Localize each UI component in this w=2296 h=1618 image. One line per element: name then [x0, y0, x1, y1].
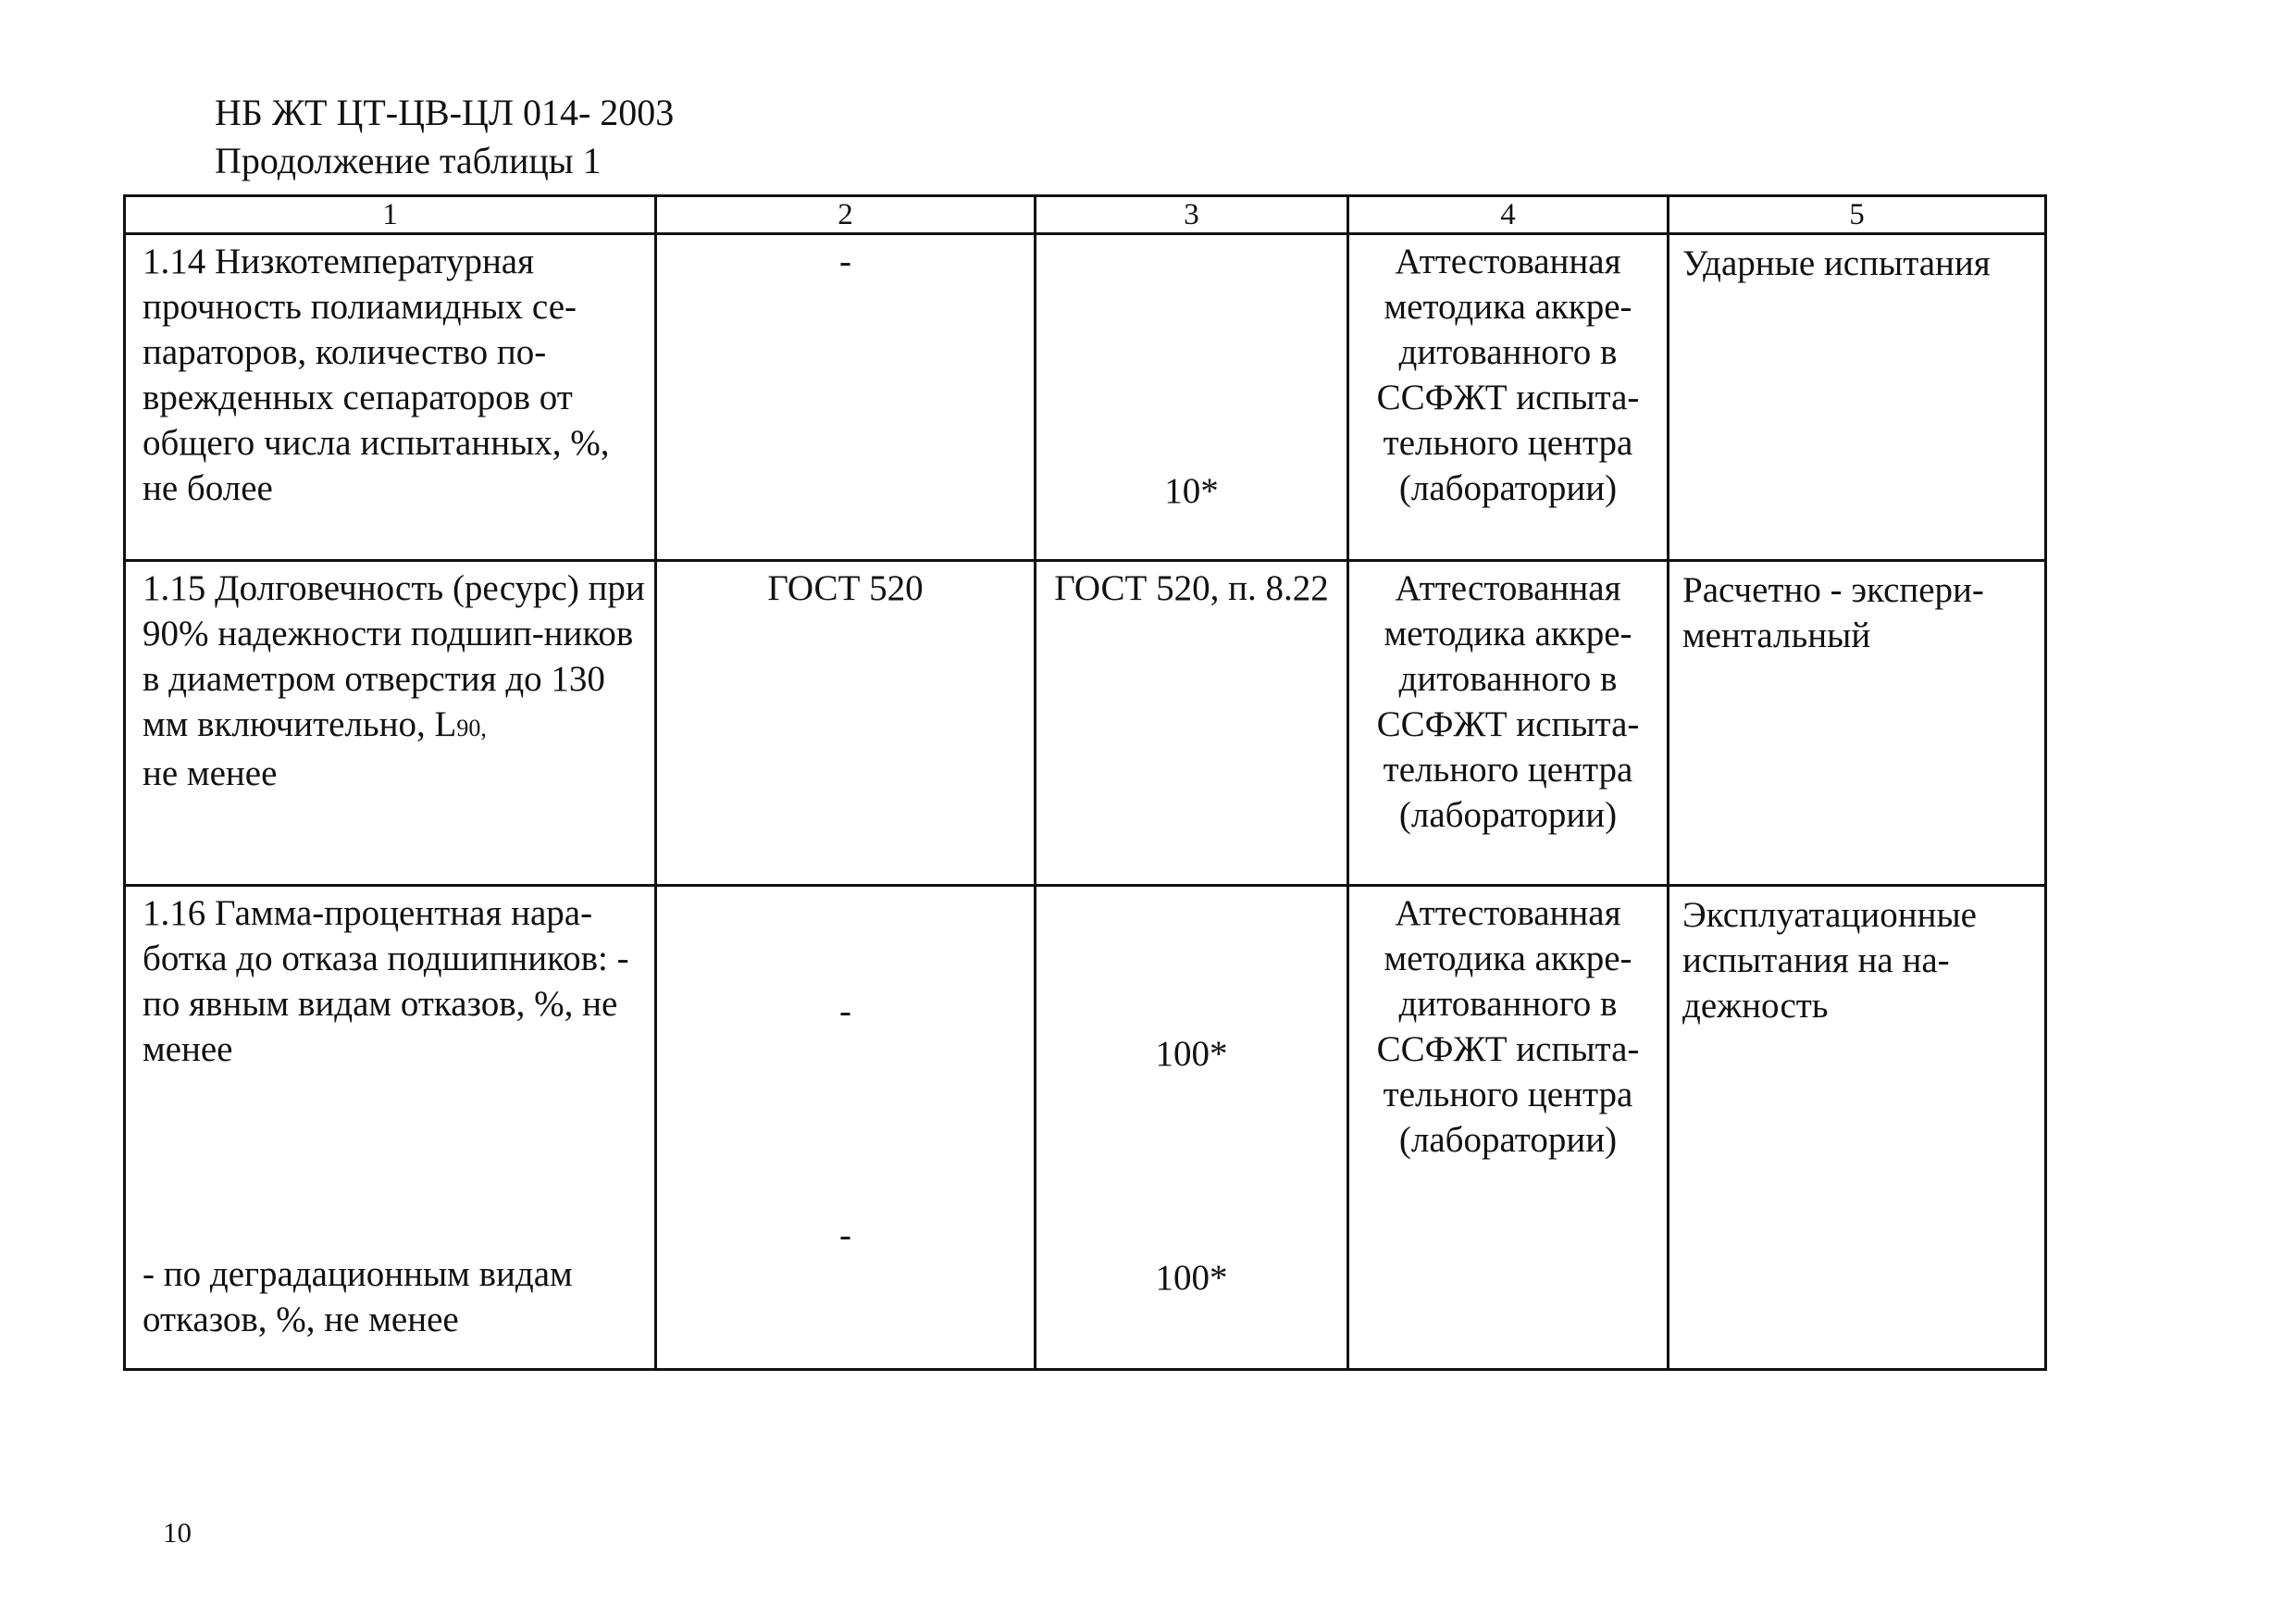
- col4-cell: [1348, 886, 1669, 1370]
- table-row: [125, 886, 2046, 1370]
- col2-value-explicit: -: [839, 991, 851, 1031]
- col5-text: Ударные испытания: [1682, 243, 1991, 283]
- col2-cell: [656, 561, 1036, 886]
- col5-text: Эксплуатационные испытания на на-дежность: [1682, 895, 1977, 1026]
- col5-cell: [1669, 886, 2046, 1370]
- indicator-text: 1.14 Низкотемпературная прочность полиамидных се-параторов, количество по-врежденных сепараторов от общего числа испытанных, %, не более: [143, 242, 610, 508]
- table-row: [125, 234, 2046, 561]
- document-code: НБ ЖТ ЦТ-ЦВ-ЦЛ 014- 2003: [215, 92, 675, 133]
- indicator-cell: [125, 234, 656, 561]
- indicator-text-degradation: - по деградационным видам отказов, %, не менее: [143, 1254, 573, 1339]
- col4-text: Аттестованная методика аккре-дитованного в ССФЖТ испыта-тельного центра (лаборатории): [1376, 242, 1640, 508]
- col3-value-degradation: 100*: [1155, 1258, 1228, 1298]
- indicator-subscript: 90,: [456, 715, 487, 741]
- specification-table: [123, 194, 2047, 1371]
- col3-value-explicit: 100*: [1155, 1034, 1228, 1074]
- col5-cell: [1669, 561, 2046, 886]
- column-number-2: 2: [656, 196, 1036, 234]
- page-number: 10: [163, 1516, 192, 1549]
- table-row: [125, 561, 2046, 886]
- col4-cell: [1348, 561, 1669, 886]
- col3-cell: [1036, 886, 1348, 1370]
- column-number-3: 3: [1036, 196, 1348, 234]
- col2-value: -: [839, 242, 851, 281]
- column-number-1: 1: [125, 196, 656, 234]
- col2-cell: [656, 234, 1036, 561]
- col2-value-degradation: -: [839, 1215, 851, 1255]
- column-number-4: 4: [1348, 196, 1669, 234]
- col4-text: Аттестованная методика аккре-дитованного в ССФЖТ испыта-тельного центра (лаборатории): [1376, 568, 1640, 835]
- indicator-text-explicit: 1.16 Гамма-процентная нара-ботка до отказа подшипников: - по явным видам отказов, %, не менее: [143, 893, 629, 1069]
- indicator-cell: [125, 561, 656, 886]
- col3-value: ГОСТ 520, п. 8.22: [1054, 568, 1329, 608]
- indicator-text: 1.15 Долговечность (ресурс) при 90% надежности подшип-ников в диаметром отверстия до 130 мм включительно, L: [143, 568, 645, 744]
- column-number-5: 5: [1669, 196, 2046, 234]
- col5-text: Расчетно - экспери-ментальный: [1682, 570, 1984, 655]
- col4-text: Аттестованная методика аккре-дитованного в ССФЖТ испыта-тельного центра (лаборатории): [1376, 893, 1640, 1160]
- col4-cell: [1348, 234, 1669, 561]
- col3-cell: [1036, 561, 1348, 886]
- col2-cell: [656, 886, 1036, 1370]
- col3-cell: [1036, 234, 1348, 561]
- indicator-cell: [125, 886, 656, 1370]
- col2-value: ГОСТ 520: [767, 568, 924, 608]
- table-continuation-caption: Продолжение таблицы 1: [215, 140, 602, 181]
- column-number-row: [125, 196, 2046, 234]
- indicator-tail: не менее: [143, 753, 278, 793]
- col5-cell: [1669, 234, 2046, 561]
- col3-value: 10*: [1164, 471, 1219, 511]
